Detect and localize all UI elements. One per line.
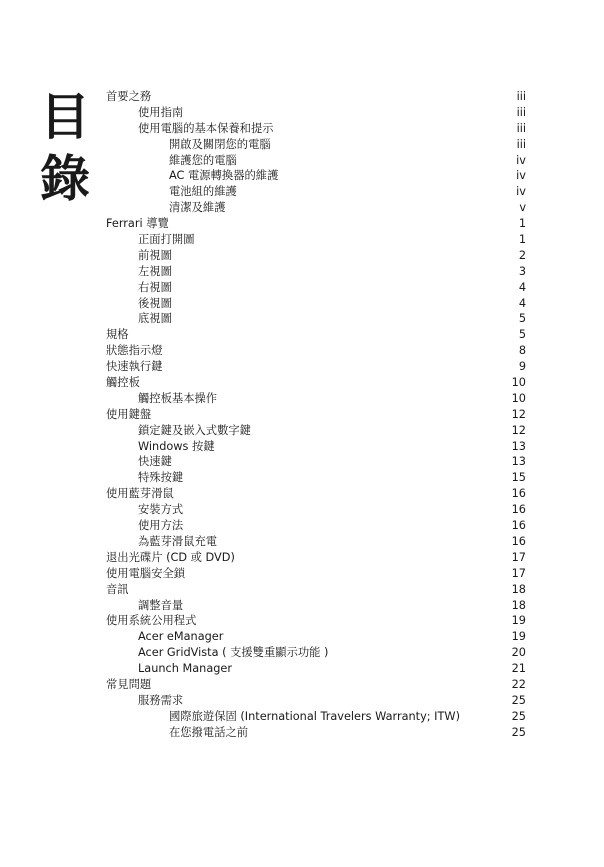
toc-entry[interactable] bbox=[106, 566, 526, 582]
toc-entry[interactable] bbox=[106, 121, 526, 137]
toc-entry[interactable] bbox=[106, 518, 526, 534]
toc-entry-page-number: 10 bbox=[511, 391, 526, 405]
toc-entry-title: Launch Manager bbox=[138, 662, 233, 676]
toc-entry[interactable] bbox=[106, 613, 526, 629]
toc-entry-title: 前視圖 bbox=[138, 248, 172, 262]
toc-entry-page-number: 18 bbox=[511, 582, 526, 596]
toc-entry[interactable] bbox=[106, 232, 526, 248]
toc-heading-char-1: 目 bbox=[40, 88, 90, 146]
toc-entry-title: 音訊 bbox=[106, 582, 129, 596]
toc-entry-page-number: 2 bbox=[518, 248, 526, 262]
toc-entry[interactable] bbox=[106, 137, 526, 153]
toc-entry-title: 清潔及維護 bbox=[169, 201, 226, 215]
toc-entry-title: 快速鍵 bbox=[138, 455, 172, 469]
toc-entry-page-number: 5 bbox=[518, 328, 526, 342]
toc-entry[interactable] bbox=[106, 89, 526, 105]
toc-entry-page-number: 16 bbox=[511, 487, 526, 501]
toc-entry-title: 退出光碟片 (CD 或 DVD) bbox=[106, 550, 235, 564]
toc-entry-page-number: iii bbox=[516, 105, 526, 119]
toc-entry[interactable] bbox=[106, 359, 526, 375]
toc-entry-title: 特殊按鍵 bbox=[138, 471, 184, 485]
toc-entry-title: 使用藍芽滑鼠 bbox=[106, 487, 174, 501]
toc-entry-title: 底視圖 bbox=[138, 312, 172, 326]
toc-entry[interactable] bbox=[106, 439, 526, 455]
toc-entry-page-number: 18 bbox=[511, 598, 526, 612]
toc-entry[interactable] bbox=[106, 296, 526, 312]
toc-entry-page-number: 8 bbox=[518, 344, 526, 358]
toc-entry-title: 維護您的電腦 bbox=[169, 153, 237, 167]
toc-entry[interactable] bbox=[106, 264, 526, 280]
toc-heading bbox=[40, 86, 96, 210]
toc-entry-title: Windows 按鍵 bbox=[138, 439, 215, 453]
toc-entry[interactable] bbox=[106, 200, 526, 216]
toc-entry-page-number: 17 bbox=[511, 566, 526, 580]
toc-entry-title: Ferrari 導覽 bbox=[106, 217, 169, 231]
toc-entry-page-number: 4 bbox=[518, 296, 526, 310]
toc-entry-title: 觸控板基本操作 bbox=[138, 391, 218, 405]
toc-entry-page-number: iv bbox=[516, 169, 526, 183]
toc-entry[interactable] bbox=[106, 375, 526, 391]
toc-entry-title: 左視圖 bbox=[138, 264, 172, 278]
toc-entry[interactable] bbox=[106, 598, 526, 614]
toc-entry-page-number: 16 bbox=[511, 503, 526, 517]
toc-entry-title: Acer eManager bbox=[138, 630, 224, 644]
toc-entry-title: 使用系統公用程式 bbox=[106, 614, 197, 628]
toc-heading-char-2: 錄 bbox=[40, 150, 90, 208]
toc-entry[interactable] bbox=[106, 534, 526, 550]
toc-entry-page-number: 20 bbox=[511, 646, 526, 660]
toc-entry[interactable] bbox=[106, 407, 526, 423]
toc-entry[interactable] bbox=[106, 184, 526, 200]
toc-entry-title: 服務需求 bbox=[138, 693, 184, 707]
toc-entry-page-number: v bbox=[519, 201, 526, 215]
toc-entry-title: 在您撥電話之前 bbox=[169, 725, 249, 739]
toc-entry-page-number: 25 bbox=[511, 725, 526, 739]
toc-entry[interactable] bbox=[106, 423, 526, 439]
toc-entry-title: 開啟及關閉您的電腦 bbox=[169, 137, 271, 151]
toc-entry[interactable] bbox=[106, 343, 526, 359]
toc-entry-title: 觸控板 bbox=[106, 376, 140, 390]
toc-entry[interactable] bbox=[106, 709, 526, 725]
toc-entry[interactable] bbox=[106, 661, 526, 677]
toc-entry-title: Acer GridVista ( 支援雙重顯示功能 ) bbox=[138, 646, 329, 660]
toc-entry-page-number: 13 bbox=[511, 439, 526, 453]
toc-entry[interactable] bbox=[106, 486, 526, 502]
toc-entry[interactable] bbox=[106, 153, 526, 169]
toc-entry-page-number: 16 bbox=[511, 534, 526, 548]
toc-entry-page-number: 13 bbox=[511, 455, 526, 469]
toc-entry[interactable] bbox=[106, 168, 526, 184]
toc-entry-title: 使用電腦的基本保養和提示 bbox=[138, 121, 274, 135]
toc-entry-page-number: iv bbox=[516, 153, 526, 167]
toc-entry-title: 使用鍵盤 bbox=[106, 407, 152, 421]
toc-entry-page-number: 5 bbox=[518, 312, 526, 326]
toc-entry-page-number: 9 bbox=[518, 360, 526, 374]
toc-entry-page-number: 1 bbox=[518, 217, 526, 231]
toc-entry-title: 使用方法 bbox=[138, 519, 184, 533]
toc-entry[interactable] bbox=[106, 582, 526, 598]
toc-entry-title: 鎖定鍵及嵌入式數字鍵 bbox=[138, 423, 251, 437]
toc-entry-page-number: 16 bbox=[511, 519, 526, 533]
toc-entry[interactable] bbox=[106, 470, 526, 486]
toc-entry-page-number: iii bbox=[516, 137, 526, 151]
toc-entry-page-number: iv bbox=[516, 185, 526, 199]
toc-entry-page-number: 22 bbox=[511, 677, 526, 691]
toc-entry-title: 首要之務 bbox=[106, 90, 152, 103]
toc-entry-page-number: 19 bbox=[511, 630, 526, 644]
toc-entry-page-number: 4 bbox=[518, 280, 526, 294]
toc-entry-title: 使用指南 bbox=[138, 105, 184, 119]
toc-entry-title: 快速執行鍵 bbox=[106, 360, 163, 374]
toc-entry-title: 安裝方式 bbox=[138, 503, 184, 517]
toc-entry-page-number: 25 bbox=[511, 709, 526, 723]
toc-entry-title: AC 電源轉換器的維護 bbox=[169, 169, 279, 183]
toc-entry[interactable] bbox=[106, 693, 526, 709]
toc-entry-page-number: 19 bbox=[511, 614, 526, 628]
toc-entry-page-number: 12 bbox=[511, 423, 526, 437]
toc-entry-title: 為藍芽滑鼠充電 bbox=[138, 534, 218, 548]
toc-entry-title: 電池組的維護 bbox=[169, 185, 237, 199]
toc-entry-page-number: iii bbox=[516, 121, 526, 135]
toc-entry[interactable] bbox=[106, 280, 526, 296]
toc-entry-title: 正面打開圖 bbox=[138, 233, 195, 247]
toc-entry-page-number: 17 bbox=[511, 550, 526, 564]
toc-entry[interactable] bbox=[106, 311, 526, 327]
toc-entry-page-number: 12 bbox=[511, 407, 526, 421]
toc-entry-title: 調整音量 bbox=[138, 598, 184, 612]
toc-entry-title: 狀態指示燈 bbox=[106, 344, 163, 358]
toc-entry-title: 常見問題 bbox=[106, 677, 152, 691]
toc-entry[interactable] bbox=[106, 502, 526, 518]
toc-entry-page-number: 21 bbox=[511, 662, 526, 676]
toc-entry[interactable] bbox=[106, 550, 526, 566]
toc-entry-page-number: 3 bbox=[518, 264, 526, 278]
toc-entry[interactable] bbox=[106, 645, 526, 661]
toc-entry[interactable] bbox=[106, 216, 526, 232]
toc-entry-page-number: 15 bbox=[511, 471, 526, 485]
toc-entry-page-number: 10 bbox=[511, 376, 526, 390]
toc-entry[interactable] bbox=[106, 677, 526, 693]
toc-entry[interactable] bbox=[106, 105, 526, 121]
toc-entry-page-number: iii bbox=[516, 90, 526, 103]
toc-entry-title: 規格 bbox=[106, 328, 129, 342]
toc-entry-title: 後視圖 bbox=[138, 296, 172, 310]
toc-entry-title: 國際旅遊保固 (International Travelers Warranty; ITW) bbox=[169, 709, 460, 723]
toc-entry[interactable] bbox=[106, 454, 526, 470]
toc-entry[interactable] bbox=[106, 391, 526, 407]
toc-entry-title: 右視圖 bbox=[138, 280, 172, 294]
toc-entry-page-number: 25 bbox=[511, 693, 526, 707]
toc-entry-page-number: 1 bbox=[518, 233, 526, 247]
toc-entry[interactable] bbox=[106, 629, 526, 645]
toc-entry-title: 使用電腦安全鎖 bbox=[106, 566, 186, 580]
toc-entry[interactable] bbox=[106, 248, 526, 264]
table-of-contents bbox=[106, 89, 526, 741]
toc-entry[interactable] bbox=[106, 327, 526, 343]
toc-entry[interactable] bbox=[106, 725, 526, 741]
